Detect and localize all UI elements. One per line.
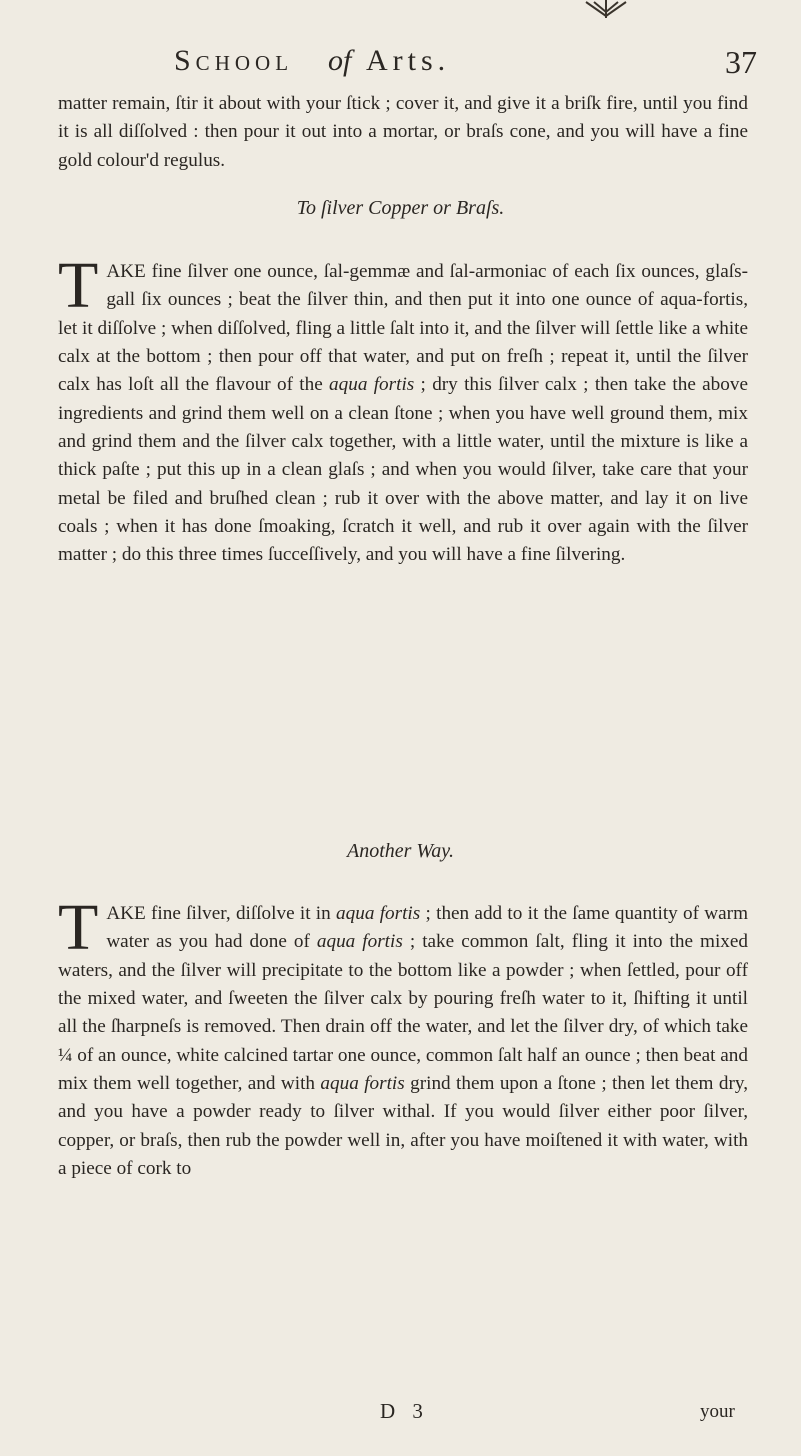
running-head-school: School bbox=[174, 44, 294, 77]
section-another-way-body bbox=[58, 881, 748, 1202]
paragraph-continued bbox=[58, 90, 748, 175]
signature-mark: D 3 bbox=[380, 1399, 429, 1423]
body-italic-aqua-fortis-3: aqua fortis bbox=[320, 1072, 405, 1094]
page-number: 37 bbox=[725, 44, 757, 80]
body-text-2a: AKE fine ſilver, diſſolve it in bbox=[106, 903, 337, 925]
body-text-2d: grind them upon a ſtone ; then let them dry, and you have a powder ready to ſilver withal. If you would ſilver either poor ſilver, copper, or braſs, then rub the powder well in, after you have moiſtened it with water, with a piece of cork to bbox=[58, 1072, 748, 1179]
section-heading-another-way: Another Way. bbox=[346, 840, 455, 862]
body-text-1a: AKE fine ſilver one ounce, ſal-gemmæ and ſal-armoniac of each ſix ounces, glaſs-gall ſix ounces ; beat the ſilver thin, and then put it into one ounce of aqua-fortis, let it diſſolve ; when diſſolved, fling a little ſalt into it, and the ſilver will ſettle like a white calx at the bottom ; then pour off that water, and put on freſh ; repeat it, until the ſilver calx has loſt all the flavour of the bbox=[58, 261, 748, 396]
body-italic-aqua-fortis-2: aqua fortis bbox=[316, 931, 403, 953]
drop-cap: T bbox=[58, 249, 99, 323]
catchword: your bbox=[700, 1401, 735, 1422]
section-heading-silver-copper: To ſilver Copper or Braſs. bbox=[296, 197, 505, 219]
body-text-1b: ; dry this ſilver calx ; then take the above ingredients and grind them well on a clean ſtone ; when you have well ground them, mix and grind them and the ſilver calx together, with a little water, until the mixture is like a thick paſte ; put this up in a clean glaſs ; and when you would ſilver, take care that your metal be filed and bruſhed clean ; rub it over with the above matter, and lay it on live coals ; when it has done ſmoaking, ſcratch it well, and rub it over again with the ſilver matter ; do this three times ſucceſſively, and you will have a fine ſilvering. bbox=[58, 374, 748, 566]
drop-cap: T bbox=[58, 891, 99, 965]
section-silver-copper-body bbox=[58, 239, 748, 589]
body-italic-aqua-fortis-1: aqua fortis bbox=[336, 903, 421, 925]
running-head-of: of bbox=[328, 44, 352, 77]
body-text-2b: ; then add to it the ſame quantity of warm water as you had done of bbox=[106, 903, 748, 953]
body-italic-aqua-fortis: aqua fortis bbox=[329, 374, 415, 396]
running-head-arts: Arts. bbox=[366, 44, 451, 77]
body-text-2c: ; take common ſalt, fling it into the mixed waters, and the ſilver will precipitate to the bottom like a powder ; when ſettled, pour off the mixed water, and ſweeten the ſilver calx by pouring freſh water to it, ſhifting it until all the ſharpneſs is removed. Then drain off the water, and let the ſilver dry, of which take ¼ of an ounce, white calcined tartar one ounce, common ſalt half an ounce ; then beat and mix them well together, and with bbox=[58, 931, 748, 1094]
printers-ornament-icon bbox=[582, 0, 630, 20]
paragraph-continued-text: matter remain, ſtir it about with your ſtick ; cover it, and give it a briſk fire, until you find it is all diſſolved : then pour it out into a mortar, or braſs cone, and you will have a fine gold colour'd regulus. bbox=[58, 93, 748, 171]
running-head bbox=[140, 42, 660, 82]
